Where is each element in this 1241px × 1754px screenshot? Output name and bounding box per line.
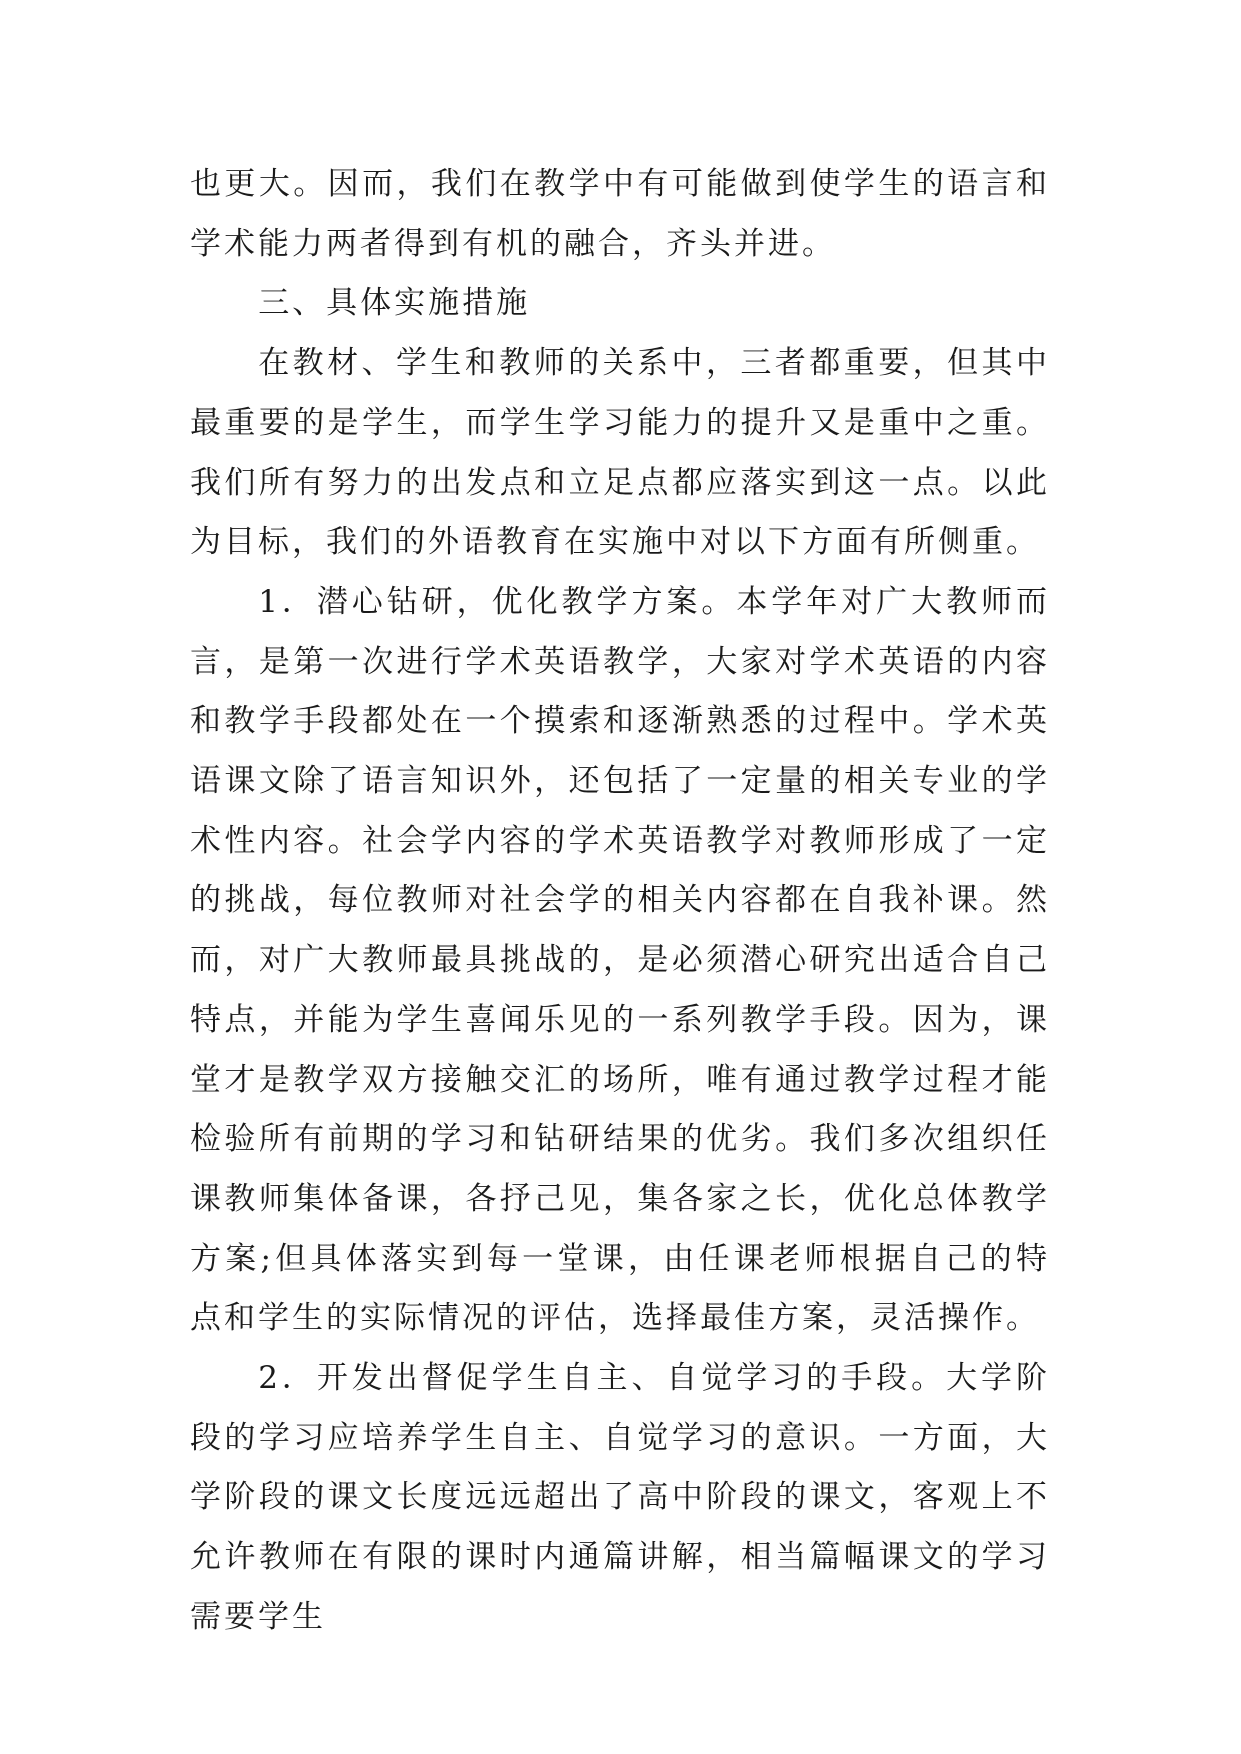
- paragraph-item-2: 2．开发出督促学生自主、自觉学习的手段。大学阶段的学习应培养学生自主、自觉学习的意识。一方面，大学阶段的课文长度远远超出了高中阶段的课文，客观上不允许教师在有限的课时内通篇讲解，相当篇幅课文的学习需要学生: [190, 1360, 1050, 1635]
- paragraph-continuation: 也更大。因而，我们在教学中有可能做到使学生的语言和学术能力两者得到有机的融合，齐头并进。: [190, 166, 1050, 262]
- paragraph-relationship: 在教材、学生和教师的关系中，三者都重要，但其中最重要的是学生，而学生学习能力的提升又是重中之重。我们所有努力的出发点和立足点都应落实到这一点。以此为目标，我们的外语教育在实施中对以下方面有所侧重。: [190, 345, 1050, 561]
- document-body: [190, 155, 1050, 1648]
- section-heading-implementation: 三、具体实施措施: [258, 285, 531, 322]
- paragraph-item-1: 1．潜心钻研，优化教学方案。本学年对广大教师而言，是第一次进行学术英语教学，大家对学术英语的内容和教学手段都处在一个摸索和逐渐熟悉的过程中。学术英语课文除了语言知识外，还包括了一定量的相关专业的学术性内容。社会学内容的学术英语教学对教师形成了一定的挑战，每位教师对社会学的相关内容都在自我补课。然而，对广大教师最具挑战的，是必须潜心研究出适合自己特点，并能为学生喜闻乐见的一系列教学手段。因为，课堂才是教学双方接触交汇的场所，唯有通过教学过程才能检验所有前期的学习和钻研结果的优劣。我们多次组织任课教师集体备课，各抒己见，集各家之长，优化总体教学方案;但具体落实到每一堂课，由任课老师根据自己的特点和学生的实际情况的评估，选择最佳方案，灵活操作。: [190, 583, 1050, 1337]
